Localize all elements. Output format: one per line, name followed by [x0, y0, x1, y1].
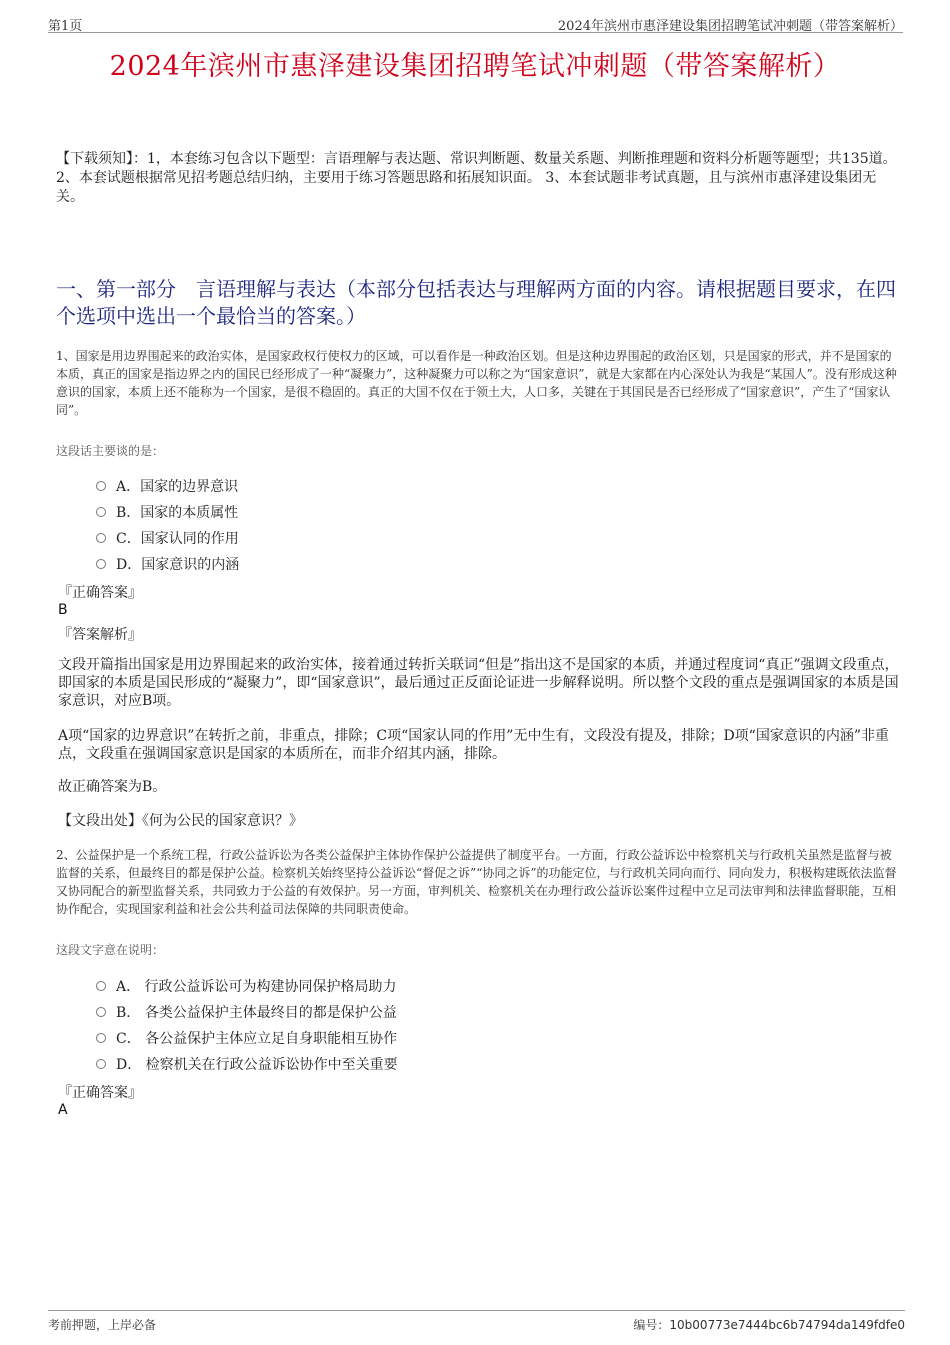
section-heading: 一、第一部分 言语理解与表达（本部分包括表达与理解两方面的内容。请根据题目要求，在四个选项中选出一个最恰当的答案。） — [56, 277, 896, 328]
q2-option-b[interactable] — [96, 1002, 397, 1022]
option-label: D．国家意识的内涵 — [116, 557, 240, 573]
radio-icon[interactable] — [96, 1007, 106, 1017]
footer-slogan: 考前押题，上岸必备 — [48, 1318, 157, 1332]
q2-answer-label: 『正确答案』 — [58, 1085, 142, 1101]
question-2-prompt: 这段文字意在说明： — [56, 943, 165, 957]
q2-option-d[interactable] — [96, 1054, 398, 1074]
q1-option-c[interactable] — [96, 528, 239, 548]
q2-option-c[interactable] — [96, 1028, 397, 1048]
option-label: A．国家的边界意识 — [116, 479, 239, 495]
q1-analysis-conclusion: 故正确答案为B。 — [58, 779, 167, 795]
q1-analysis-paragraph: A项“国家的边界意识”在转折之前，非重点，排除；C项“国家认同的作用”无中生有，文段没有提及，排除；D项“国家意识的内涵”非重点，文段重在强调国家意识是国家的本质所在，而非介绍其内涵，排除。 — [58, 728, 889, 762]
option-label: B． 各类公益保护主体最终目的都是保护公益 — [116, 1005, 397, 1021]
radio-icon[interactable] — [96, 533, 106, 543]
question-1-stem: 1、国家是用边界围起来的政治实体，是国家政权行使权力的区域，可以看作是一种政治区划。但是这种边界围起的政治区划，只是国家的形式，并不是国家的本质，真正的国家是指边界之内的国民已经形成了一种“凝聚力”，这种凝聚力可以称之为“国家意识”，就是大家都在内心深处认为我是“某国人”。没有形成这种意识的国家，本质上还不能称为一个国家，是很不稳固的。真正的大国不仅在于领土大，人口多，关键在于其国民是否已经形成了“国家意识”，产生了“国家认同”。 — [56, 349, 897, 417]
option-label: C．国家认同的作用 — [116, 531, 239, 547]
radio-icon[interactable] — [96, 481, 106, 491]
header-doc-title: 2024年滨州市惠泽建设集团招聘笔试冲刺题（带答案解析） — [557, 19, 903, 34]
radio-icon[interactable] — [96, 1059, 106, 1069]
option-label: A． 行政公益诉讼可为构建协同保护格局助力 — [116, 979, 397, 995]
radio-icon[interactable] — [96, 559, 106, 569]
question-2-stem: 2、公益保护是一个系统工程，行政公益诉讼为各类公益保护主体协作保护公益提供了制度平台。一方面，行政公益诉讼中检察机关与行政机关虽然是监督与被监督的关系，但最终目的都是保护公益。检察机关始终坚持公益诉讼“督促之诉”“协同之诉”的功能定位，与行政机关同向而行、同向发力，积极构建既依法监督又协同配合的新型监督关系，共同致力于公益的有效保护。另一方面，审判机关、检察机关在办理行政公益诉讼案件过程中立足司法审判和法律监督职能，互相协作配合，实现国家利益和社会公共利益司法保障的共同职责使命。 — [56, 848, 897, 916]
footer-code — [633, 1316, 905, 1333]
q1-analysis-label: 『答案解析』 — [58, 627, 142, 643]
q1-option-a[interactable] — [96, 476, 238, 496]
q1-analysis-paragraph: 文段开篇指出国家是用边界围起来的政治实体，接着通过转折关联词“但是”指出这不是国家的本质，并通过程度词“真正”强调文段重点，即国家的本质是国民形成的“凝聚力”，即“国家意识”，最后通过正反面论证进一步解释说明。所以整个文段的重点是强调国家的本质是国家意识，对应B项。 — [58, 657, 899, 709]
page-number: 第1页 — [48, 19, 83, 34]
q1-option-b[interactable] — [96, 502, 238, 522]
option-label: D． 检察机关在行政公益诉讼协作中至关重要 — [116, 1057, 398, 1073]
radio-icon[interactable] — [96, 507, 106, 517]
document-title: 2024年滨州市惠泽建设集团招聘笔试冲刺题（带答案解析） — [109, 51, 841, 82]
q1-option-d[interactable] — [96, 554, 239, 574]
question-1-prompt: 这段话主要谈的是： — [56, 444, 165, 458]
page-header — [48, 14, 903, 33]
option-label: C． 各公益保护主体应立足自身职能相互协作 — [116, 1031, 398, 1047]
q2-answer: A — [58, 1102, 68, 1118]
radio-icon[interactable] — [96, 1033, 106, 1043]
q1-source: 【文段出处】《何为公民的国家意识？》 — [58, 813, 303, 829]
download-notice: 【下载须知】：1，本套练习包含以下题型：言语理解与表达题、常识判断题、数量关系题、判断推理题和资料分析题等题型；共135道。 2、本套试题根据常见招考题总结归纳，主要用于练习答题思路和拓展知识面。 3、本套试题非考试真题，且与滨州市惠泽建设集团无关。 — [56, 151, 897, 205]
footer-code-value: 10b00773e7444bc6b74794da149fdfe0 — [669, 1318, 905, 1332]
footer-code-label: 编号： — [633, 1318, 670, 1332]
option-label: B．国家的本质属性 — [116, 505, 239, 521]
page-footer — [48, 1310, 905, 1333]
q1-answer: B — [58, 602, 68, 618]
q2-option-a[interactable] — [96, 976, 397, 996]
q1-answer-label: 『正确答案』 — [58, 585, 142, 601]
radio-icon[interactable] — [96, 981, 106, 991]
